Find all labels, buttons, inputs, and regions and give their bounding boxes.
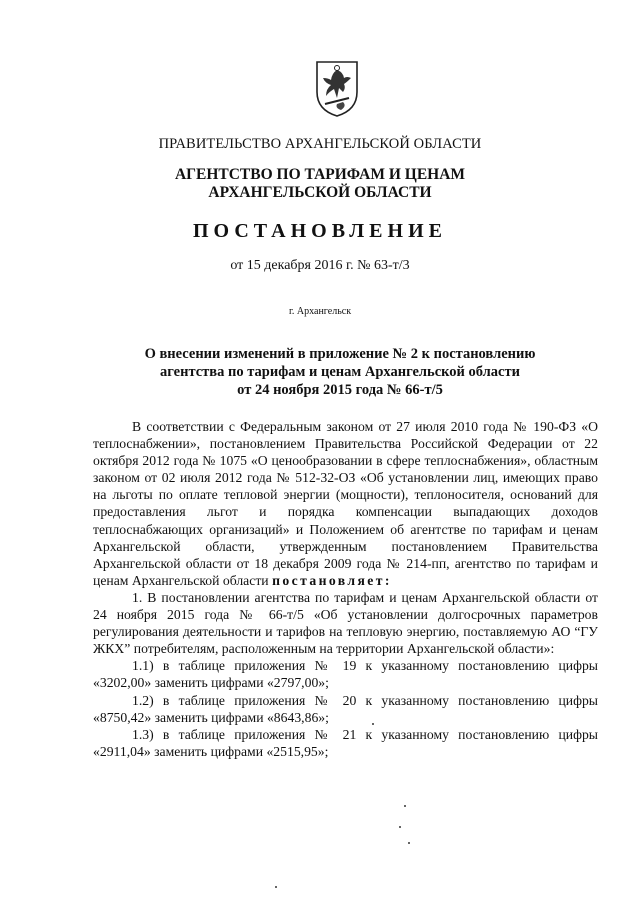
document-body (93, 418, 598, 760)
document-city: г. Архангельск (288, 306, 352, 317)
scan-speck (372, 723, 374, 725)
document-date-number: от 15 декабря 2016 г. № 63-т/3 (230, 258, 410, 273)
government-name: ПРАВИТЕЛЬСТВО АРХАНГЕЛЬСКОЙ ОБЛАСТИ (158, 136, 482, 152)
decree-word: постановляет: (272, 572, 392, 588)
scan-speck (399, 826, 401, 828)
preamble-paragraph (93, 418, 598, 589)
document-type-title: ПОСТАНОВЛЕНИЕ (193, 220, 447, 242)
subject-line-2: агентства по тарифам и ценам Архангельской области (160, 364, 520, 380)
preamble-text: В соответствии с Федеральным законом от 27 июля 2010 года № 190-ФЗ «О теплоснабжении», постановлением Правительства Российской Федерации от 22 октября 2012 года № 1075 «О ценообразовании в сфере теплоснабжения», областным законом от 02 июля 2012 года № 512-32-ОЗ «Об установлении лиц, имеющих право на льготы по оплате тепловой энергии (мощности), теплоносителя, оснований для предоставления льгот и порядка компенсации выпадающих доходов теплоснабжающих организаций» и Положением об агентстве по тарифам и ценам Архангельской области, утвержденным постановлением Правительства Архангельской области от 18 декабря 2009 года № 214-пп, агентство по тарифам и ценам Архангельской области (93, 419, 598, 588)
agency-name-line-1: АГЕНТСТВО ПО ТАРИФАМ И ЦЕНАМ (174, 166, 466, 183)
archangel-coat-of-arms-icon (313, 58, 361, 118)
document-subject (100, 345, 580, 399)
item-1-3-paragraph: 1.3) в таблице приложения № 21 к указанному постановлению цифры «2911,04» заменить цифрами «2515,95»; (93, 726, 598, 759)
subject-line-1: О внесении изменений в приложение № 2 к постановлению (144, 346, 536, 362)
scan-speck (404, 805, 406, 807)
subject-line-3: от 24 ноября 2015 года № 66-т/5 (237, 382, 443, 398)
item-1-paragraph: 1. В постановлении агентства по тарифам и ценам Архангельской области от 24 ноября 2015 года № 66-т/5 «Об установлении долгосрочных параметров регулирования деятельности и тарифов на тепловую энергию, поставляемую АО “ГУ ЖКХ” потребителям, расположенным на территории Архангельской области»: (93, 589, 598, 657)
scan-speck (408, 842, 410, 844)
item-1-1-paragraph: 1.1) в таблице приложения № 19 к указанному постановлению цифры «3202,00» заменить цифрами «2797,00»; (93, 658, 598, 691)
item-1-2-paragraph: 1.2) в таблице приложения № 20 к указанному постановлению цифры «8750,42» заменить цифрами «8643,86»; (93, 692, 598, 725)
agency-name-line-2: АРХАНГЕЛЬСКОЙ ОБЛАСТИ (208, 184, 432, 201)
scan-speck (275, 886, 277, 888)
agency-name (0, 166, 640, 202)
